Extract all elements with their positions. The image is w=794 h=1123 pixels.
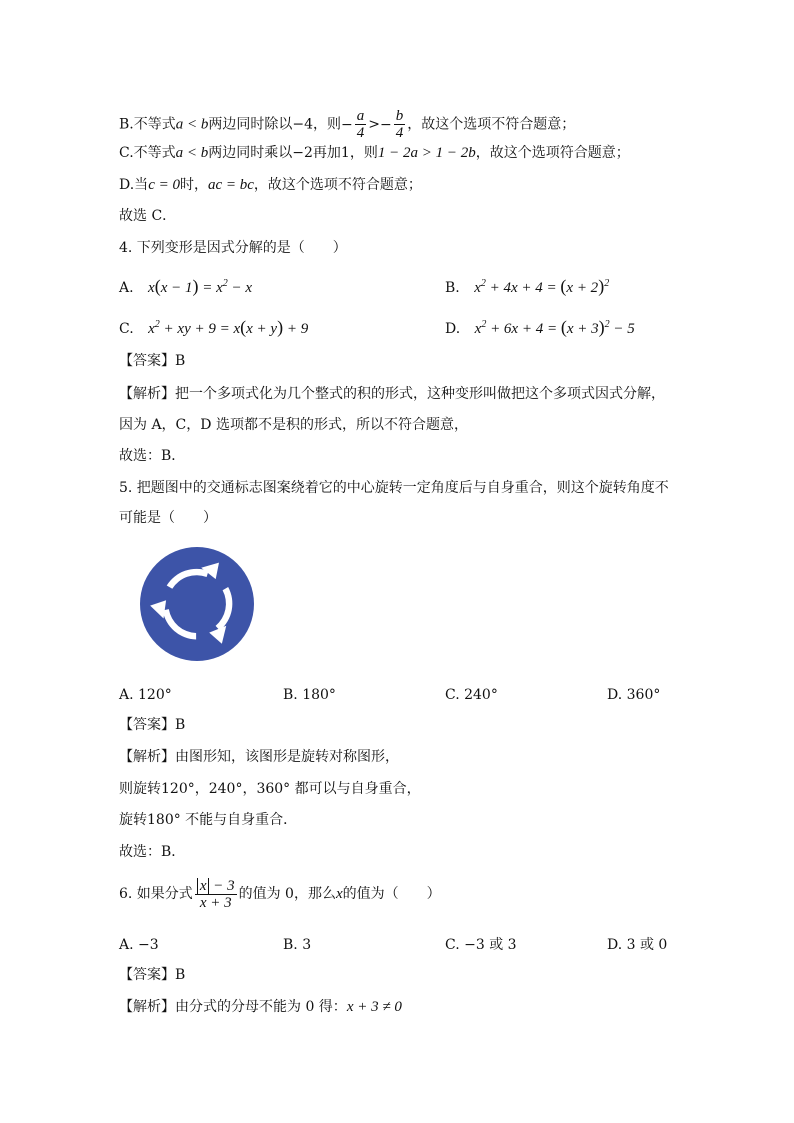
- choice-line: 故选 C．: [119, 208, 177, 224]
- inequality: a < b: [175, 116, 209, 133]
- inequality: a < b: [175, 145, 209, 161]
- q5-answer: 【答案】B: [119, 717, 186, 733]
- q5-explanation-4: 故选：B．: [119, 844, 186, 860]
- text: 时，: [179, 177, 208, 193]
- q6-fraction: $\frac{x - 3}{x + 3}$: [195, 878, 237, 911]
- text: 的值为 0，那么: [238, 886, 336, 902]
- expression: x + 3 ≠ 0: [346, 999, 402, 1015]
- q4-stem: 4. 下列变形是因式分解的是（ ）: [119, 240, 347, 256]
- option-label: D.: [445, 321, 461, 337]
- neg-fraction-b: − $\frac{b}{4}$: [379, 108, 404, 141]
- q6-explanation-1: [119, 997, 402, 1017]
- text: 两边同时乘以−2再加1，则: [208, 145, 378, 161]
- q4-option-a: A. $x(x - 1) = x^2 - x$: [119, 276, 253, 296]
- q4-option-d: D. $x^2 + 6x + 4 = (x + 3)^2 - 5$: [445, 317, 635, 337]
- q5-option-b: B. 180°: [283, 687, 336, 703]
- q5-option-c: C. 240°: [445, 687, 498, 703]
- q5-stem-2: 可能是（ ）: [119, 510, 217, 526]
- expression: 1 − 2a > 1 − 2b: [377, 145, 476, 161]
- q4-explanation-3: 故选：B．: [119, 448, 186, 464]
- option-label: C.: [119, 321, 134, 337]
- text: 6. 如果分式: [119, 886, 193, 902]
- neg-fraction-a: − $\frac{a}{4}$: [341, 108, 365, 141]
- option-label: B.: [445, 280, 460, 296]
- q4-option-b: B. $x^2 + 4x + 4 = (x + 2)^2$: [445, 276, 610, 296]
- solution-line-d: [119, 175, 422, 195]
- text: 的值为（ ）: [342, 886, 441, 902]
- q5-option-a: A. 120°: [119, 687, 172, 703]
- solution-line-b: [119, 108, 575, 141]
- text: B.不等式: [119, 116, 176, 133]
- q6-answer: 【答案】B: [119, 967, 186, 983]
- q5-option-d: D. 360°: [607, 687, 661, 703]
- q6-option-d: D. 3 或 0: [607, 937, 668, 953]
- q4-explanation-2: 因为 A，C，D 选项都不是积的形式，所以不符合题意，: [119, 417, 468, 433]
- q4-explanation-1: 【解析】把一个多项式化为几个整式的积的形式，这种变形叫做把这个多项式因式分解，: [119, 386, 665, 402]
- roundabout-sign-icon: [136, 546, 258, 662]
- q6-option-a: A. −3: [119, 937, 159, 953]
- option-label: A.: [119, 280, 134, 296]
- q4-answer: 【答案】B: [119, 353, 186, 369]
- expression: ac = bc: [207, 177, 254, 193]
- q5-explanation-3: 旋转180° 不能与自身重合．: [119, 812, 298, 828]
- text: C.不等式: [119, 145, 176, 161]
- q6-stem: [119, 876, 441, 912]
- text: ，故这个选项符合题意；: [475, 145, 630, 161]
- q6-option-c: C. −3 或 3: [445, 937, 517, 953]
- text: 两边同时除以−4，则: [208, 116, 342, 133]
- gt-sign: >: [368, 116, 380, 133]
- q5-explanation-1: 【解析】由图形知，该图形是旋转对称图形，: [119, 749, 399, 765]
- variable: x: [335, 886, 343, 902]
- text: ，故这个选项不符合题意；: [407, 116, 576, 133]
- solution-line-c: [119, 143, 630, 163]
- text: ，故这个选项不符合题意；: [253, 177, 422, 193]
- q6-option-b: B. 3: [283, 937, 312, 953]
- text: D.当: [119, 177, 149, 193]
- text: 【解析】由分式的分母不能为 0 得：: [119, 999, 347, 1015]
- condition: c = 0: [148, 177, 180, 193]
- q4-option-c: C. $x^2$ + xy + 9 = x(x + y) + 9: [119, 317, 309, 337]
- q5-stem-1: 5. 把题图中的交通标志图案绕着它的中心旋转一定角度后与自身重合，则这个旋转角度不: [119, 480, 669, 496]
- q5-explanation-2: 则旋转120°，240°，360° 都可以与自身重合，: [119, 781, 421, 797]
